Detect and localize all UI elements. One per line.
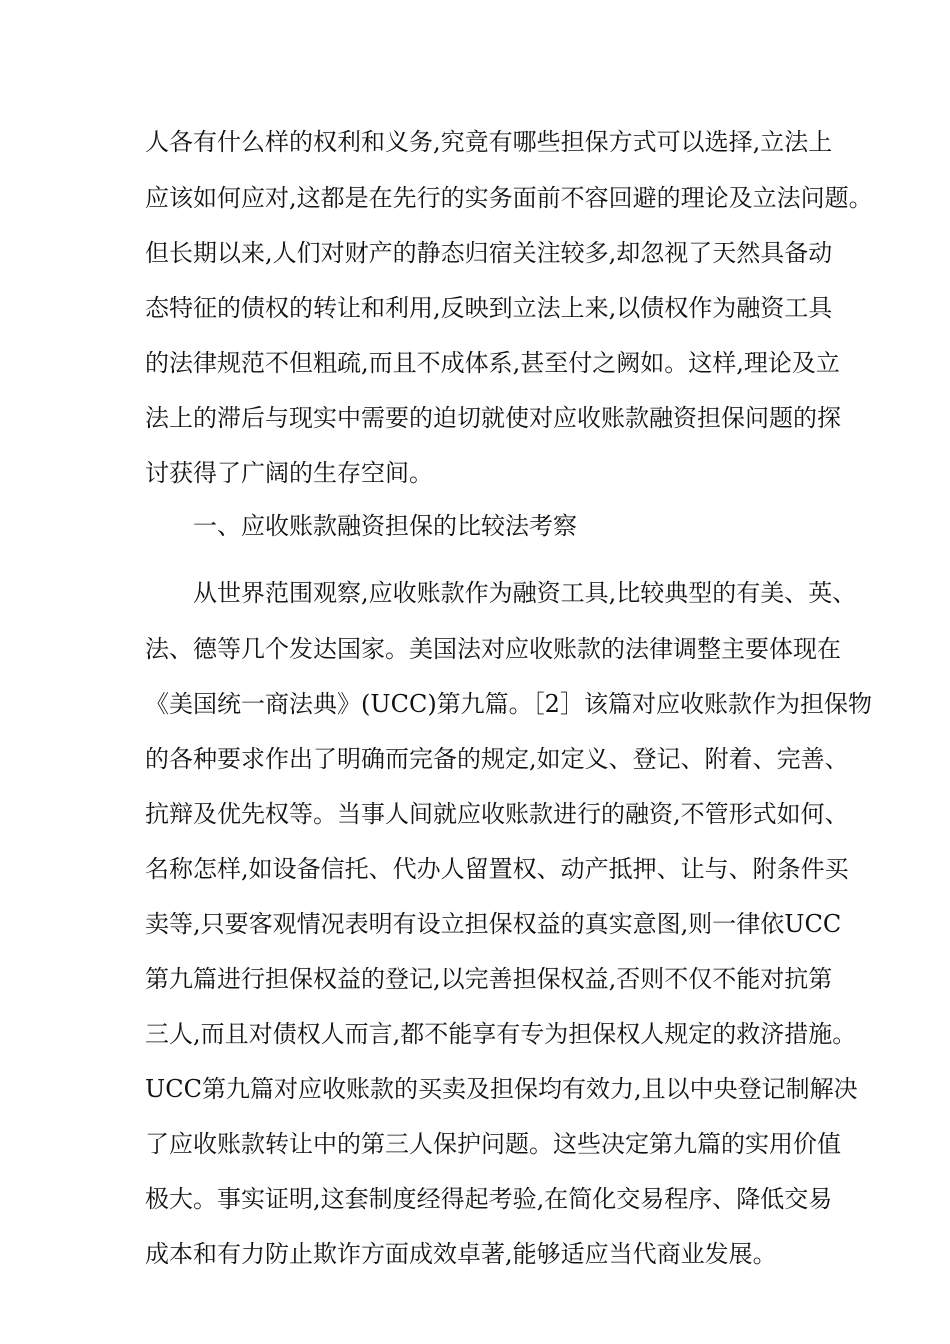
paragraph-1-line-7: 讨获得了广阔的生存空间。 (145, 459, 433, 487)
paragraph-1-line-4: 态特征的债权的转让和利用,反映到立法上来,以债权作为融资工具 (145, 294, 833, 322)
paragraph-2-line-7: 卖等,只要客观情况表明有设立担保权益的真实意图,则一律依UCC (145, 910, 842, 938)
section-heading: 一、应收账款融资担保的比较法考察 (193, 512, 577, 540)
paragraph-2-line-12: 极大。事实证明,这套制度经得起考验,在简化交易程序、降低交易 (145, 1185, 833, 1213)
paragraph-2-line-13: 成本和有力防止欺诈方面成效卓著,能够适应当代商业发展。 (145, 1240, 777, 1268)
paragraph-2-line-6: 名称怎样,如设备信托、代办人留置权、动产抵押、让与、附条件买 (145, 855, 849, 883)
paragraph-1-line-5: 的法律规范不但粗疏,而且不成体系,甚至付之阙如。这样,理论及立 (145, 349, 840, 377)
paragraph-2-line-10: UCC第九篇对应收账款的买卖及担保均有效力,且以中央登记制解决 (145, 1075, 858, 1103)
paragraph-1-line-3: 但长期以来,人们对财产的静态归宿关注较多,却忽视了天然具备动 (145, 239, 833, 267)
paragraph-2-line-4: 的各种要求作出了明确而完备的规定,如定义、登记、附着、完善、 (145, 745, 849, 773)
paragraph-1-line-6: 法上的滞后与现实中需要的迫切就使对应收账款融资担保问题的探 (145, 404, 841, 432)
paragraph-2-line-11: 了应收账款转让中的第三人保护问题。这些决定第九篇的实用价值 (145, 1130, 841, 1158)
paragraph-1-line-1: 人各有什么样的权利和义务,究竟有哪些担保方式可以选择,立法上 (145, 128, 833, 156)
paragraph-2-line-8: 第九篇进行担保权益的登记,以完善担保权益,否则不仅不能对抗第 (145, 965, 833, 993)
paragraph-2-line-5: 抗辩及优先权等。当事人间就应收账款进行的融资,不管形式如何、 (145, 800, 849, 828)
paragraph-1-line-2: 应该如何应对,这都是在先行的实务面前不容回避的理论及立法问题。 (145, 184, 873, 212)
paragraph-2-line-9: 三人,而且对债权人而言,都不能享有专为担保权人规定的救济措施。 (145, 1020, 857, 1048)
paragraph-2-line-2: 法、德等几个发达国家。美国法对应收账款的法律调整主要体现在 (145, 635, 841, 663)
paragraph-2-line-1: 从世界范围观察,应收账款作为融资工具,比较典型的有美、英、 (145, 579, 857, 607)
paragraph-2-line-3: 《美国统一商法典》(UCC)第九篇。［2］该篇对应收账款作为担保物 (145, 690, 872, 718)
